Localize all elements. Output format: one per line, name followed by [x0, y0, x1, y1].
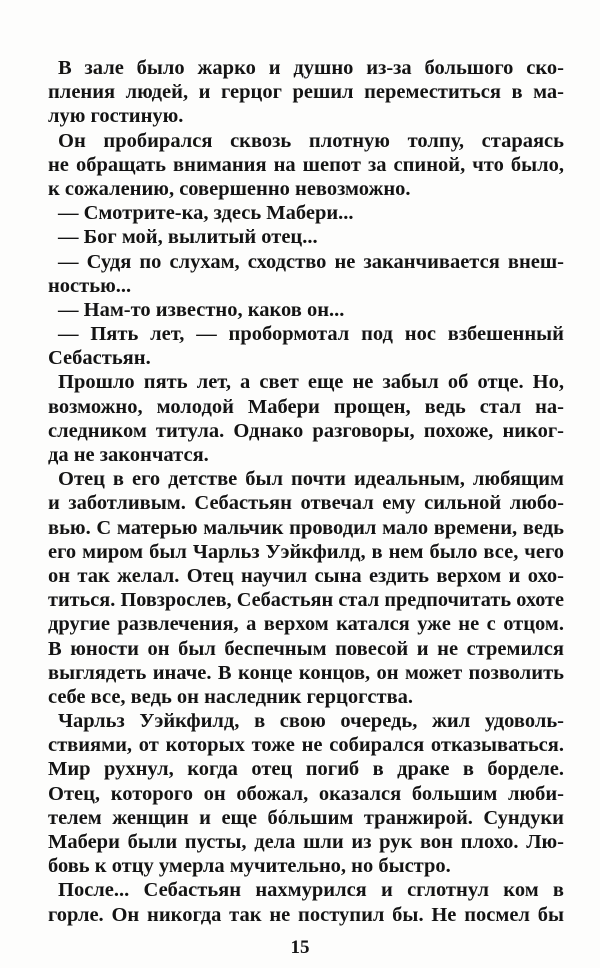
text-line: — Бог мой, вылитый отец... [58, 226, 318, 249]
text-line: титься. Повзрослев, Себастьян стал предпочитать охоте [48, 589, 564, 612]
text-line: В юности он был беспечным повесой и не стремился [48, 637, 564, 660]
text-line: вью. С матерью мальчик проводил мало времени, ведь [48, 516, 564, 539]
text-line: телем женщин и еще бóльшим транжирой. Сундуки [48, 806, 564, 829]
text-line: горле. Он никогда так не поступил бы. Не посмел бы [48, 903, 564, 926]
text-line: и заботливым. Себастьян отвечал ему сильной любо- [48, 492, 564, 515]
text-line: — Нам-то известно, каков он... [58, 298, 345, 321]
text-line: лую гостиную. [48, 105, 184, 128]
page-number: 15 [290, 937, 310, 958]
text-line: другие развлечения, а верхом катался уже не с отцом. [48, 613, 564, 636]
text-line: Отец, которого он обожал, оказался большим люби- [48, 782, 564, 805]
text-line: Он пробирался сквозь плотную толпу, стараясь [58, 129, 564, 152]
text-line: пления людей, и герцог решил переместиться в ма- [48, 81, 564, 104]
text-line: ностью... [48, 274, 132, 297]
text-line: Прошло пять лет, а свет еще не забыл об отце. Но, [58, 371, 564, 394]
text-line: выглядеть иначе. В конце концов, он может позволить [48, 661, 564, 684]
text-line: следником титула. Однако разговоры, похоже, никог- [48, 419, 564, 442]
text-line: возможно, молодой Мабери прощен, ведь стал на- [48, 395, 564, 418]
text-line: — Судя по слухам, сходство не заканчивается внеш- [58, 250, 564, 273]
text-line: Мир рухнул, когда отец погиб в драке в борделе. [48, 758, 564, 781]
text-line: он так желал. Отец научил сына ездить верхом и охо- [48, 564, 564, 587]
text-line: к сожалению, совершенно невозможно. [48, 177, 411, 200]
text-line: да не закончатся. [48, 444, 209, 466]
text-line: — Смотрите-ка, здесь Мабери... [58, 202, 354, 225]
text-line: Мабери были пусты, дела шли из рук вон плохо. Лю- [48, 831, 564, 853]
text-line: Себастьян. [48, 347, 151, 370]
text-line: — Пять лет, — пробормотал под нос взбешенный [58, 323, 564, 346]
text-line: ствиями, от которых тоже не собирался отказываться. [48, 734, 564, 757]
body-text [48, 56, 564, 927]
text-line: себе все, ведь он наследник герцогства. [48, 685, 414, 708]
text-line: бовь к отцу умерла мучительно, но быстро. [48, 855, 451, 878]
text-line: В зале было жарко и душно из-за большого ско- [58, 57, 564, 79]
text-line: не обращать внимания на шепот за спиной, что было, [48, 153, 564, 176]
text-line: Отец в его детстве был почти идеальным, любящим [58, 468, 564, 491]
text-line: его миром был Чарльз Уэйкфилд, в нем было все, чего [48, 540, 564, 563]
text-line: Чарльз Уэйкфилд, в свою очередь, жил удоволь- [58, 710, 564, 733]
text-line: После... Себастьян нахмурился и сглотнул ком в [58, 879, 564, 902]
